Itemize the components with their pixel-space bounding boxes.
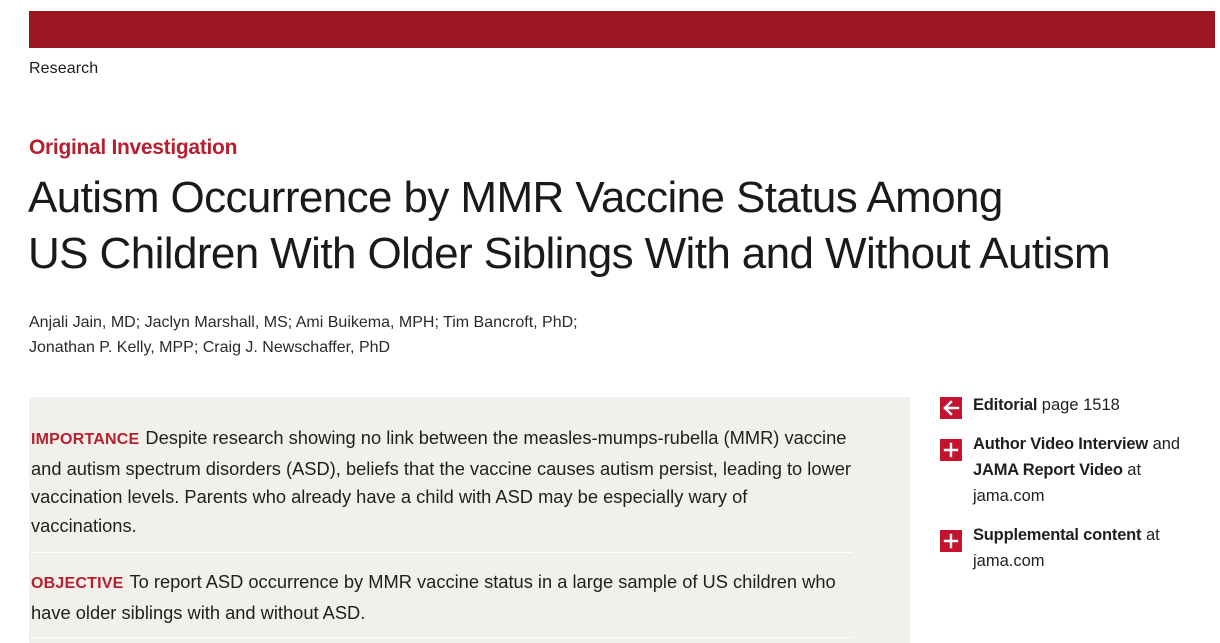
- plus-icon: [940, 530, 962, 552]
- editorial-link-text: Editorial page 1518: [973, 396, 1120, 414]
- journal-header-bar: [29, 11, 1215, 48]
- objective-text: To report ASD occurrence by MMR vaccine status in a large sample of US children who have older siblings with and without ASD.: [31, 571, 836, 623]
- abstract-divider: [31, 552, 853, 553]
- plus-icon: [940, 439, 962, 461]
- article-title: [28, 170, 1148, 282]
- section-label: Research: [29, 60, 99, 77]
- author-list: [29, 310, 578, 360]
- objective-label: OBJECTIVE: [31, 575, 124, 592]
- author-line-2: Jonathan P. Kelly, MPP; Craig J. Newschaffer, PhD: [29, 339, 391, 356]
- arrow-left-icon: [940, 397, 962, 419]
- article-type: Original Investigation: [29, 136, 238, 159]
- abstract-objective: [31, 568, 853, 627]
- article-title-line-2: US Children With Older Siblings With and Without Autism: [28, 229, 1111, 278]
- author-line-1: Anjali Jain, MD; Jaclyn Marshall, MS; Ami Buikema, MPH; Tim Bancroft, PhD;: [29, 314, 578, 331]
- abstract-importance: [31, 424, 853, 540]
- article-title-line-1: Autism Occurrence by MMR Vaccine Status Among: [28, 173, 1003, 222]
- importance-text: Despite research showing no link between the measles-mumps-rubella (MMR) vaccine and autism spectrum disorders (ASD), beliefs that the vaccine causes autism persist, leading to lower vaccination levels. Parents who already have a child with ASD may be especially wary of vaccinations.: [31, 427, 851, 536]
- video-link-text: Author Video Interview and JAMA Report Video at jama.com: [973, 435, 1181, 505]
- importance-label: IMPORTANCE: [31, 431, 140, 448]
- abstract-divider-bottom: [31, 637, 853, 638]
- supplemental-link-text: Supplemental content at jama.com: [973, 526, 1160, 570]
